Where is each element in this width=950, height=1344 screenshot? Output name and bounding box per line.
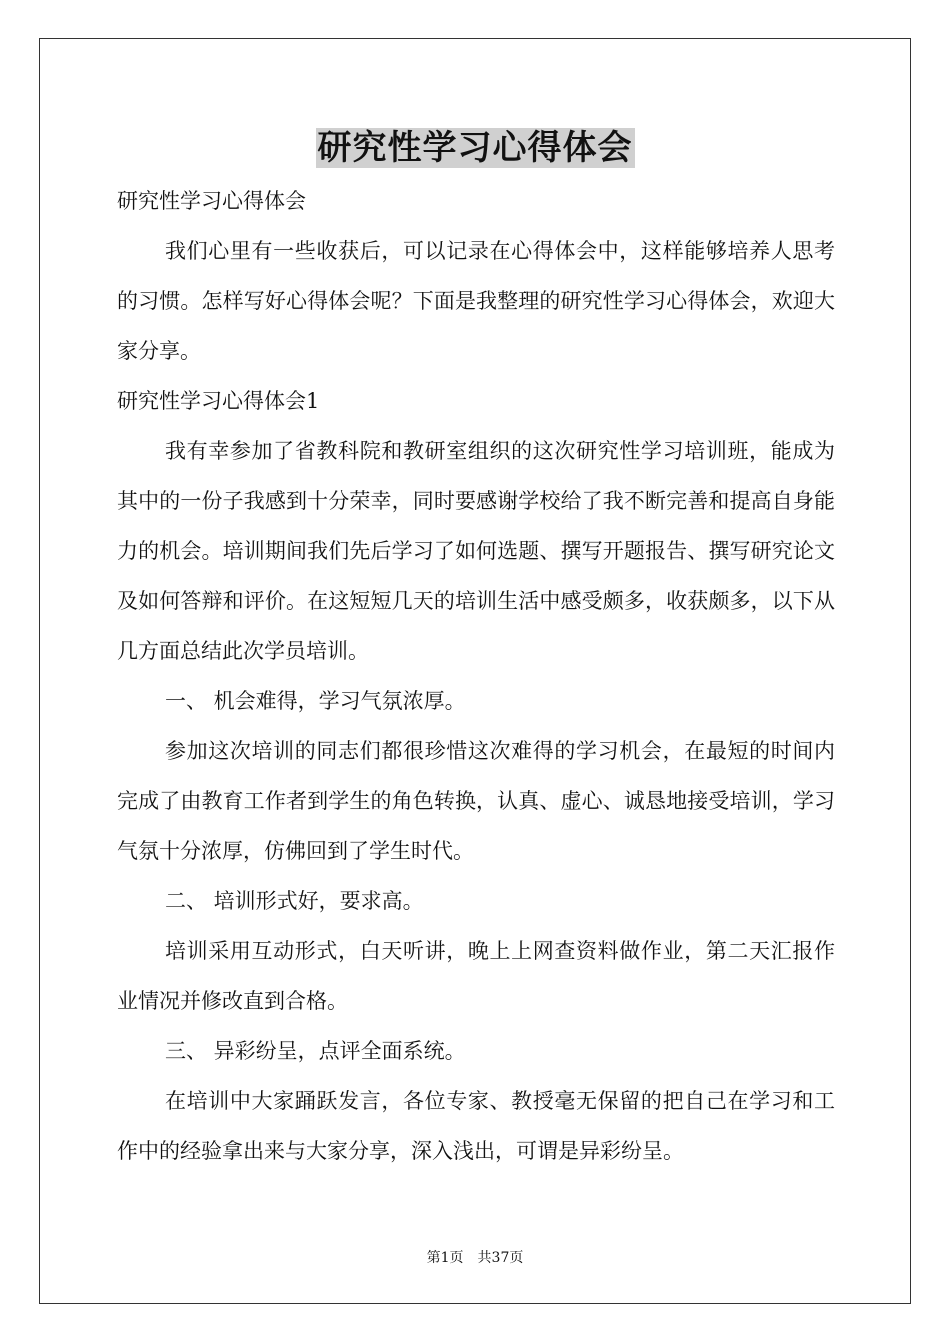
document-title-text: 研究性学习心得体会 bbox=[317, 128, 633, 168]
paragraph: 在培训中大家踊跃发言，各位专家、教授毫无保留的把自己在学习和工作中的经验拿出来与大家分享，深入浅出，可谓是异彩纷呈。 bbox=[117, 1089, 835, 1163]
page-total: 共37页 bbox=[477, 1250, 524, 1266]
point-heading-2: 二、 培训形式好，要求高。 bbox=[165, 889, 424, 913]
page-number: 第1页 bbox=[426, 1250, 464, 1266]
paragraph-subtitle: 研究性学习心得体会 bbox=[117, 189, 306, 213]
document-title bbox=[0, 126, 950, 170]
section-heading-1: 研究性学习心得体会1 bbox=[117, 389, 320, 413]
paragraph: 参加这次培训的同志们都很珍惜这次难得的学习机会，在最短的时间内完成了由教育工作者到学生的角色转换，认真、虚心、诚恳地接受培训，学习气氛十分浓厚，仿佛回到了学生时代。 bbox=[117, 739, 835, 863]
page-footer bbox=[0, 1248, 950, 1268]
paragraph: 我有幸参加了省教科院和教研室组织的这次研究性学习培训班，能成为其中的一份子我感到十分荣幸，同时要感谢学校给了我不断完善和提高自身能力的机会。培训期间我们先后学习了如何选题、撰写开题报告、撰写研究论文及如何答辩和评价。在这短短几天的培训生活中感受颇多，收获颇多，以下从几方面总结此次学员培训。 bbox=[117, 439, 835, 663]
point-heading-1: 一、 机会难得，学习气氛浓厚。 bbox=[165, 689, 466, 713]
paragraph: 培训采用互动形式，白天听讲，晚上上网查资料做作业，第二天汇报作业情况并修改直到合格。 bbox=[117, 939, 835, 1013]
paragraph-intro: 我们心里有一些收获后，可以记录在心得体会中，这样能够培养人思考的习惯。怎样写好心得体会呢？下面是我整理的研究性学习心得体会，欢迎大家分享。 bbox=[117, 239, 835, 363]
point-heading-3: 三、 异彩纷呈，点评全面系统。 bbox=[165, 1039, 466, 1063]
document-body bbox=[117, 176, 835, 1176]
